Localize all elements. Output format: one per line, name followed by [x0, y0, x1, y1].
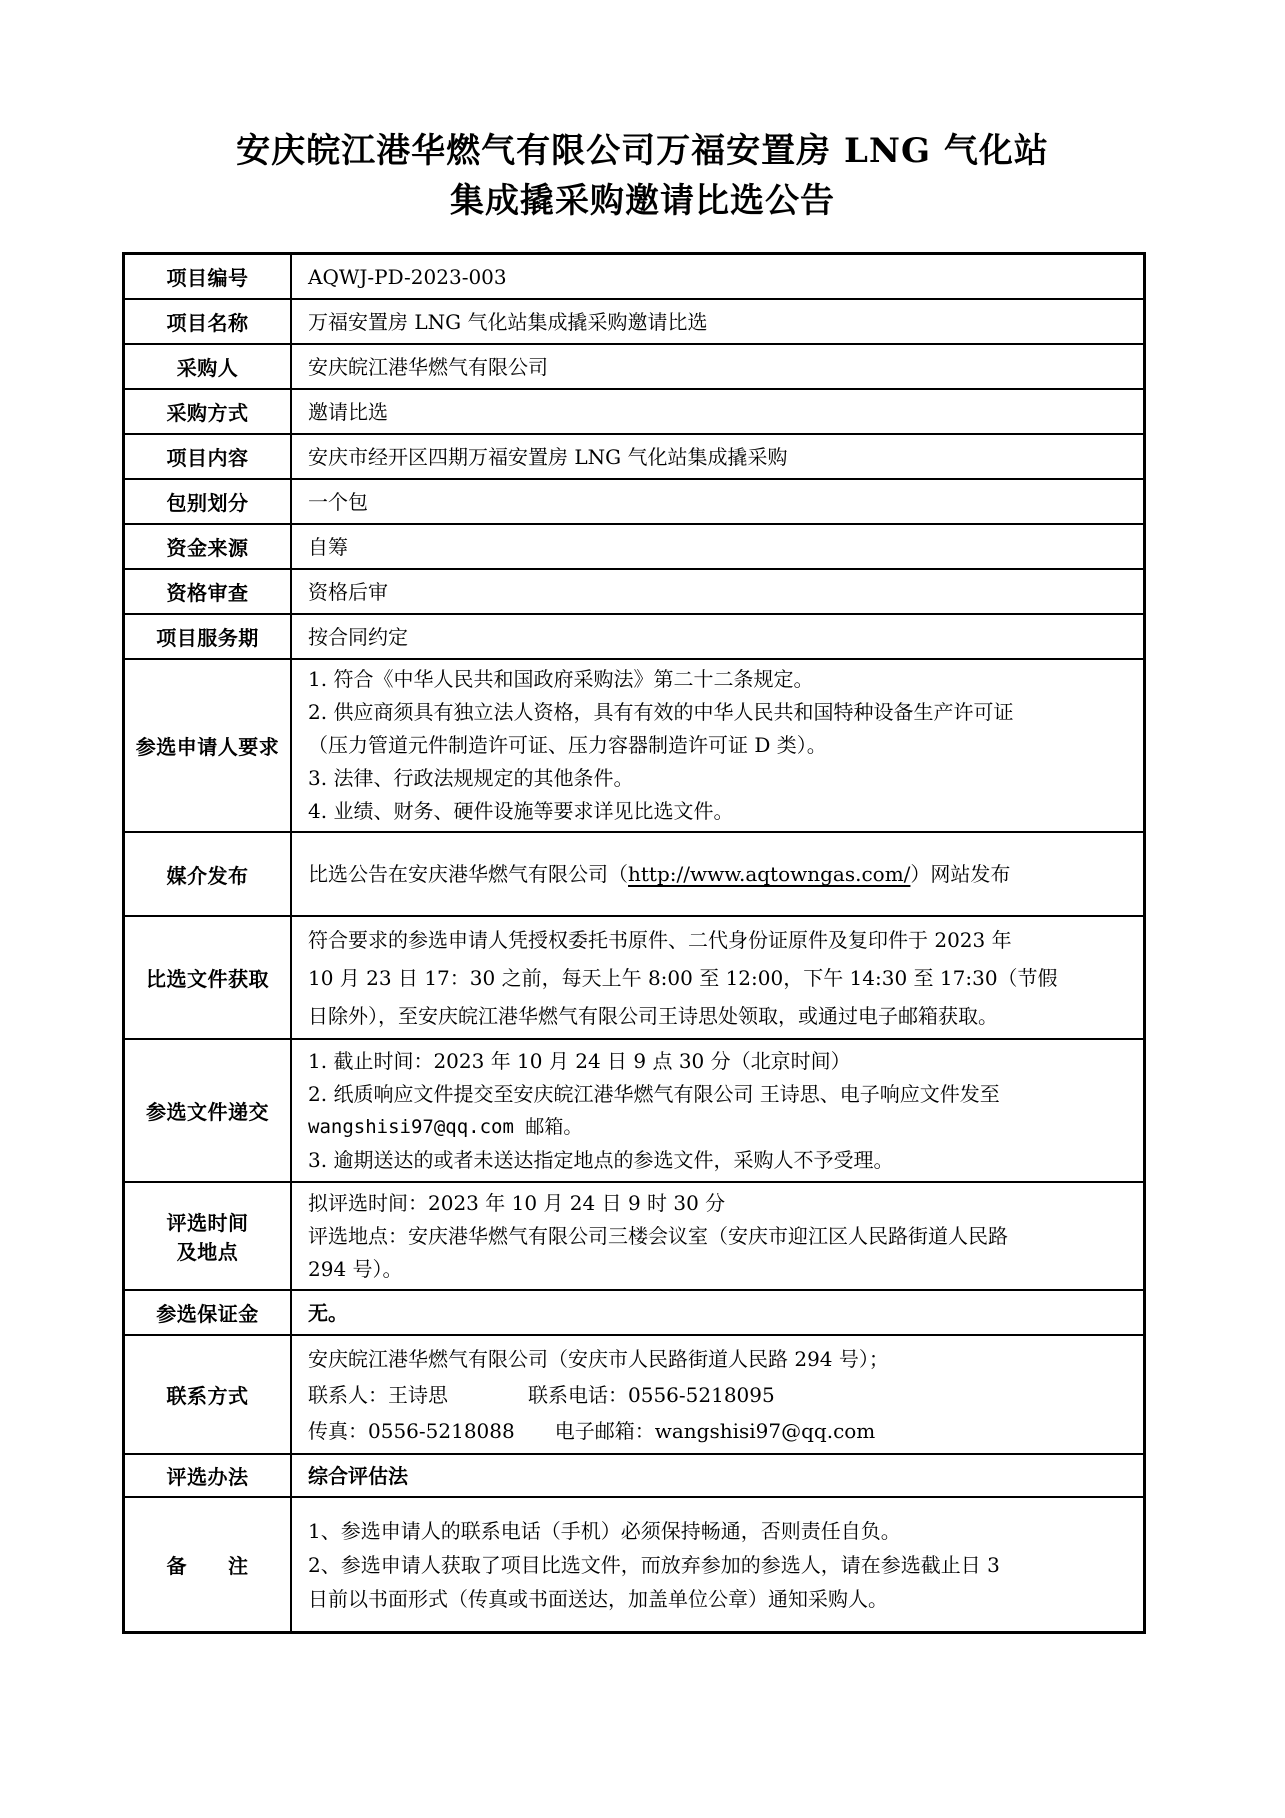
table-row-purchaser [124, 344, 1145, 389]
value-line: 2. 纸质响应文件提交至安庆皖江港华燃气有限公司 王诗思、电子响应文件发至 [308, 1081, 1000, 1106]
row-label: 参选文件递交 [124, 1039, 292, 1182]
value-line: 联系人：王诗思 联系电话：0556-5218095 [308, 1382, 775, 1407]
value-line: 294 号）。 [308, 1256, 403, 1281]
row-label: 评选办法 [124, 1454, 292, 1497]
value-line: 1. 符合《中华人民共和国政府采购法》第二十二条规定。 [308, 667, 814, 691]
table-row-document-obtainment [124, 916, 1145, 1039]
row-value: 资格后审 [291, 569, 1145, 614]
label-line: 评选时间 [166, 1211, 249, 1235]
value-line: 日除外），至安庆皖江港华燃气有限公司王诗思处领取，或通过电子邮箱获取。 [308, 1003, 998, 1028]
value-line: 传真：0556-5218088 电子邮箱：wangshisi97@qq.com [308, 1418, 876, 1443]
row-value: 邀请比选 [291, 389, 1145, 434]
value-line: 1、参选申请人的联系电话（手机）必须保持畅通，否则责任自负。 [308, 1518, 901, 1543]
value-line: 2. 供应商须具有独立法人资格，具有有效的中华人民共和国特种设备生产许可证 [308, 700, 1014, 724]
row-value: 安庆市经开区四期万福安置房 LNG 气化站集成撬采购 [291, 434, 1145, 479]
value-line mono: wangshisi97@qq.com 邮箱。 [308, 1115, 583, 1138]
row-label: 联系方式 [124, 1335, 292, 1454]
row-label [124, 1182, 292, 1290]
row-value [291, 1039, 1145, 1182]
table-row-project-number [124, 254, 1145, 300]
document-title [0, 0, 1285, 226]
row-value [291, 916, 1145, 1039]
row-label: 项目名称 [124, 299, 292, 344]
table-row-qualification-review [124, 569, 1145, 614]
row-label: 参选保证金 [124, 1290, 292, 1335]
table-row-service-period [124, 614, 1145, 659]
row-value: 一个包 [291, 479, 1145, 524]
value-line: 2、参选申请人获取了项目比选文件，而放弃参加的参选人，请在参选截止日 3 [308, 1552, 1000, 1577]
row-label: 包别划分 [124, 479, 292, 524]
row-value [291, 1335, 1145, 1454]
row-value [291, 659, 1145, 832]
row-value: 按合同约定 [291, 614, 1145, 659]
row-label: 比选文件获取 [124, 916, 292, 1039]
value-line: 拟评选时间：2023 年 10 月 24 日 9 时 30 分 [308, 1190, 726, 1215]
value-line: （压力管道元件制造许可证、压力容器制造许可证 D 类）。 [308, 733, 827, 757]
value-line: 符合要求的参选申请人凭授权委托书原件、二代身份证原件及复印件于 2023 年 [308, 927, 1012, 952]
table-row-document-submission [124, 1039, 1145, 1182]
table-row-remarks [124, 1497, 1145, 1633]
media-text-suffix: ）网站发布 [910, 862, 1011, 886]
table-row-applicant-requirements [124, 659, 1145, 832]
table-row-evaluation-method [124, 1454, 1145, 1497]
value-line: 4. 业绩、财务、硬件设施等要求详见比选文件。 [308, 799, 734, 823]
row-value: 综合评估法 [291, 1454, 1145, 1497]
table-row-media-publication [124, 832, 1145, 916]
value-line: 3. 逾期送达的或者未送达指定地点的参选文件，采购人不予受理。 [308, 1147, 894, 1172]
row-label: 项目内容 [124, 434, 292, 479]
table-row-evaluation-time-place [124, 1182, 1145, 1290]
row-value: 无。 [291, 1290, 1145, 1335]
title-line-1: 安庆皖江港华燃气有限公司万福安置房 LNG 气化站 [236, 131, 1049, 171]
title-line-2: 集成撬采购邀请比选公告 [450, 181, 835, 221]
row-label: 备 注 [124, 1497, 292, 1633]
row-label: 资金来源 [124, 524, 292, 569]
value-line: 3. 法律、行政法规规定的其他条件。 [308, 766, 634, 790]
row-label: 项目编号 [124, 254, 292, 300]
table-row-package-division [124, 479, 1145, 524]
value-line: 评选地点：安庆港华燃气有限公司三楼会议室（安庆市迎江区人民路街道人民路 [308, 1223, 1008, 1248]
row-value: 自筹 [291, 524, 1145, 569]
row-value: 安庆皖江港华燃气有限公司 [291, 344, 1145, 389]
table-row-funding-source [124, 524, 1145, 569]
value-line: 日前以书面形式（传真或书面送达，加盖单位公章）通知采购人。 [308, 1586, 888, 1611]
row-value [291, 1182, 1145, 1290]
table-row-participation-deposit [124, 1290, 1145, 1335]
row-label: 参选申请人要求 [124, 659, 292, 832]
row-value: AQWJ-PD-2023-003 [291, 254, 1145, 300]
row-label: 媒介发布 [124, 832, 292, 916]
table-row-project-content [124, 434, 1145, 479]
row-value: 万福安置房 LNG 气化站集成撬采购邀请比选 [291, 299, 1145, 344]
announcement-table [122, 252, 1146, 1634]
table-row-contact-info [124, 1335, 1145, 1454]
value-line: 1. 截止时间：2023 年 10 月 24 日 9 点 30 分（北京时间） [308, 1048, 851, 1073]
label-line: 及地点 [176, 1240, 239, 1264]
table-row-procurement-method [124, 389, 1145, 434]
value-line: 安庆皖江港华燃气有限公司（安庆市人民路街道人民路 294 号）； [308, 1346, 889, 1371]
value-line: 10 月 23 日 17：30 之前，每天上午 8:00 至 12:00，下午 14:30 至 17:30（节假 [308, 965, 1058, 990]
row-value [291, 1497, 1145, 1633]
table-row-project-name [124, 299, 1145, 344]
row-label: 采购方式 [124, 389, 292, 434]
row-label: 采购人 [124, 344, 292, 389]
row-label: 资格审查 [124, 569, 292, 614]
media-text-prefix: 比选公告在安庆港华燃气有限公司（ [308, 862, 628, 886]
website-link[interactable]: http://www.aqtowngas.com/ [628, 862, 911, 886]
row-label: 项目服务期 [124, 614, 292, 659]
row-value [291, 832, 1145, 916]
